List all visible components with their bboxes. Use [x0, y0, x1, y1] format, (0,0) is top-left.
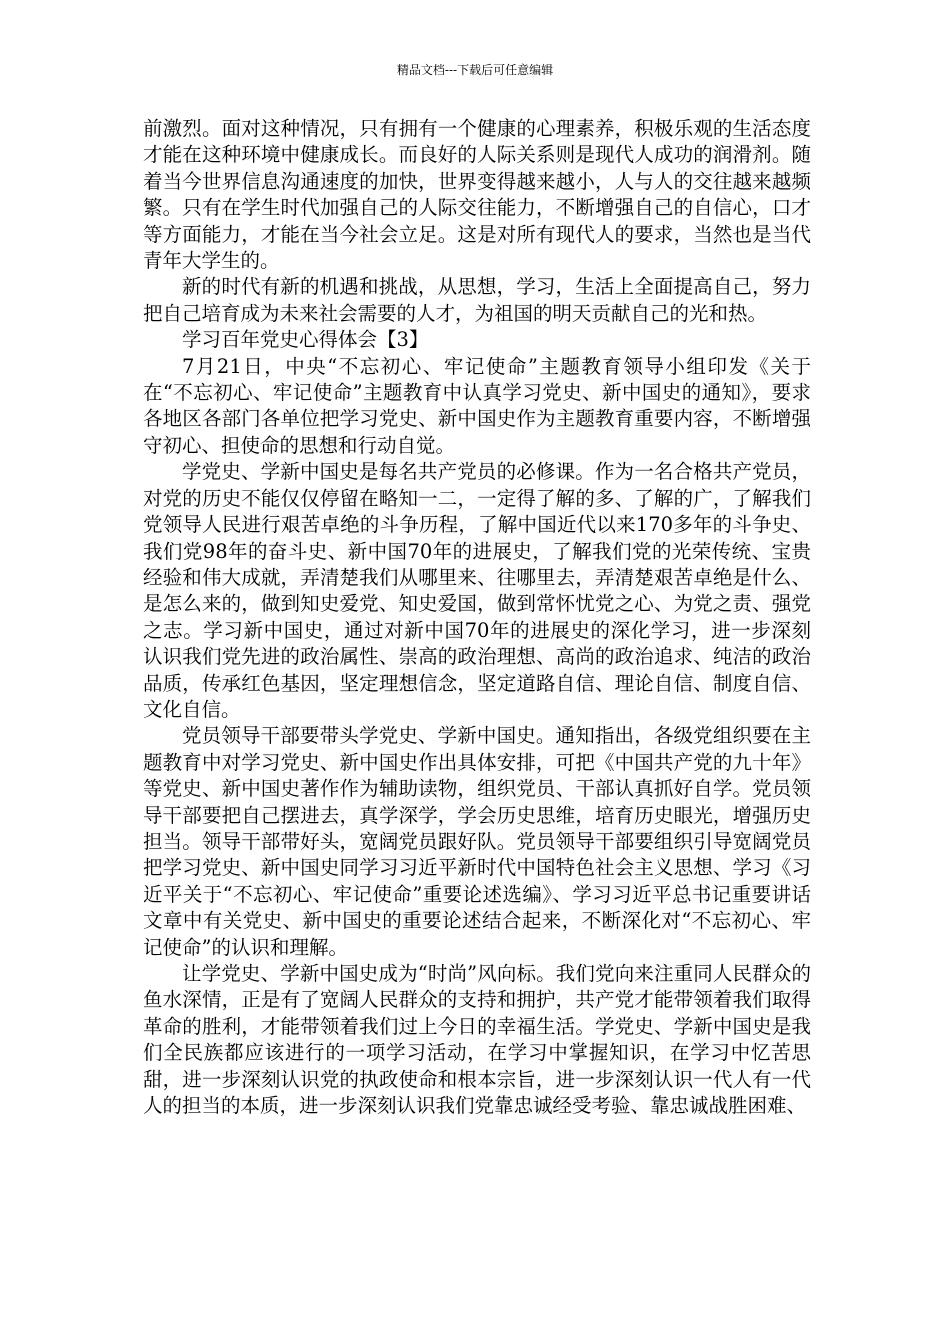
paragraph-3: 7月21日，中央“不忘初心、牢记使命”主题教育领导小组印发《关于在“不忘初心、牢记使命”主题教育中认真学习党史、新中国史的通知》，要求各地区各部门各单位把学习党史、新中国史作为主题教育重要内容，不断增强守初心、担使命的思想和行动自觉。	[143, 354, 811, 457]
document-body	[143, 116, 811, 1119]
page-header: 精品文档---下载后可任意编辑	[396, 63, 554, 77]
paragraph-6: 让学党史、学新中国史成为“时尚”风向标。我们党向来注重同人民群众的鱼水深情，正是有了宽阔人民群众的支持和拥护，共产党才能带领着我们取得革命的胜利，才能带领着我们过上今日的幸福生活。学党史、学新中国史是我们全民族都应该进行的一项学习活动，在学习中掌握知识，在学习中忆苦思甜，进一步深刻认识党的执政使命和根本宗旨，进一步深刻认识一代人有一代人的担当的本质，进一步深刻认识我们党靠忠诚经受考验、靠忠诚战胜困难、	[143, 962, 811, 1118]
paragraph-2: 新的时代有新的机遇和挑战，从思想，学习，生活上全面提高自己，努力把自己培育成为未来社会需要的人才，为祖国的明天贡献自己的光和热。	[143, 275, 811, 325]
paragraph-1: 前激烈。面对这种情况，只有拥有一个健康的心理素养，积极乐观的生活态度才能在这种环境中健康成长。而良好的人际关系则是现代人成功的润滑剂。随着当今世界信息沟通速度的加快，世界变得越来越小，人与人的交往越来越频繁。只有在学生时代加强自己的人际交往能力，不断增强自己的自信心，口才等方面能力，才能在当今社会立足。这是对所有现代人的要求，当然也是当代青年大学生的。	[143, 117, 811, 273]
section-heading: 学习百年党史心得体会【3】	[182, 328, 429, 352]
paragraph-5: 党员领导干部要带头学党史、学新中国史。通知指出，各级党组织要在主题教育中对学习党史、新中国史作出具体安排，可把《中国共产党的九十年》等党史、新中国史著作作为辅助读物，组织党员、干部认真抓好自学。党员领导干部要把自己摆进去，真学深学，学会历史思维，培育历史眼光，增强历史担当。领导干部带好头，宽阔党员跟好队。党员领导干部要组织引导宽阔党员把学习党史、新中国史同学习习近平新时代中国特色社会主义思想、学习《习近平关于“不忘初心、牢记使命”重要论述选编》、学习习近平总书记重要讲话文章中有关党史、新中国史的重要论述结合起来，不断深化对“不忘初心、牢记使命”的认识和理解。	[143, 724, 811, 959]
paragraph-4: 学党史、学新中国史是每名共产党员的必修课。作为一名合格共产党员，对党的历史不能仅仅停留在略知一二，一定得了解的多、了解的广，了解我们党领导人民进行艰苦卓绝的斗争历程，了解中国近代以来170多年的斗争史、我们党98年的奋斗史、新中国70年的进展史，了解我们党的光荣传统、宝贵经验和伟大成就，弄清楚我们从哪里来、往哪里去，弄清楚艰苦卓绝是什么、是怎么来的，做到知史爱党、知史爱国，做到常怀忧党之心、为党之责、强党之志。学习新中国史，通过对新中国70年的进展史的深化学习，进一步深刻认识我们党先进的政治属性、崇高的政治理想、高尚的政治追求、纯洁的政治品质，传承红色基因，坚定理想信念，坚定道路自信、理论自信、制度自信、文化自信。	[143, 460, 811, 721]
